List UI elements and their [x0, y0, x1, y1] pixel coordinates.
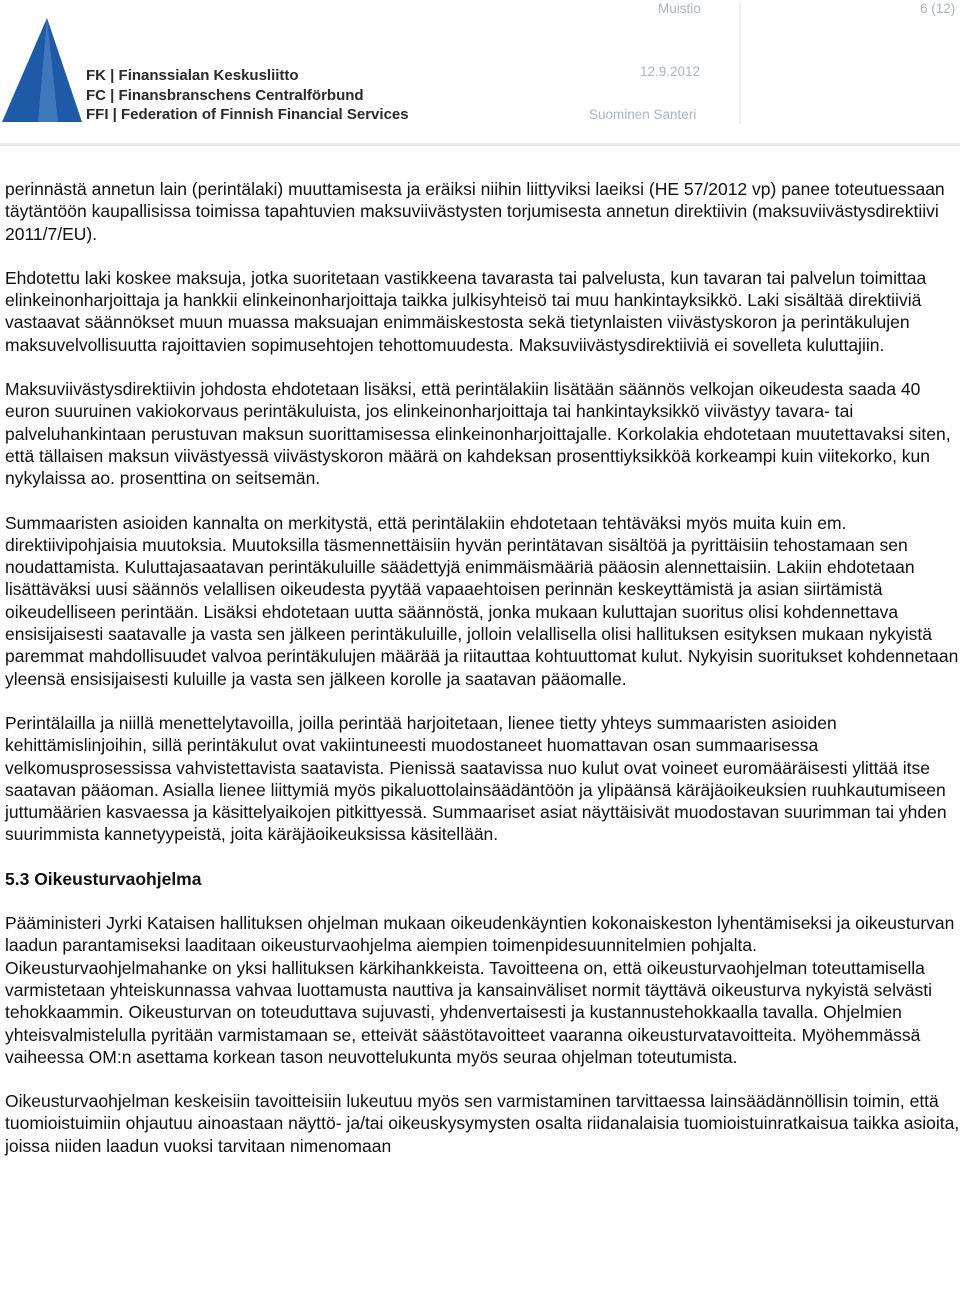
paragraph: Pääministeri Jyrki Kataisen hallituksen ohjelman mukaan oikeudenkäyntien kokonaiskeston lyhentämiseksi ja oikeusturvan laadun parantamiseksi laaditaan oikeusturvaohjelma aiempien toimenpidesuunnitelmien pohjalta. Oikeusturvaohjelmahanke on yksi hallituksen kärkihankkeista. Tavoitteena on, että oikeusturvaohjelman toteuttamisella varmistetaan yhteiskunnassa vahvaa luottamusta nauttiva ja kansainväliset normit täyttävä oikeusturva nykyistä selvästi tehokkaammin. Oikeusturvan on toteuduttava sujuvasti, yhdenvertaisesti ja kustannustehokkaalla tavalla. Ohjelmien yhteisvalmistelulla pyritään varmistamaan se, etteivät säästötavoitteet vaaranna oikeusturvatavoitteita. Myöhemmässä vaiheessa OM:n asettama korkean tason neuvottelukunta myös seuraa ohjelman toteutumista. [5, 913, 955, 1067]
paragraph: Maksuviivästysdirektiivin johdosta ehdotetaan lisäksi, että perintälakiin lisätään säännös velkojan oikeudesta saada 40 euron suuruinen vakiokorvaus perintäkuluista, jos elinkeinonharjoittaja tai hankintayksikkö viivästyy tavara- tai palveluhankintaan perustuvan maksun suorittamisessa elinkeinonharjoittajalle. Korkolakia ehdotetaan muutettavaksi siten, että tällaisen maksun viivästyessä viivästyskoron määrä on kahdeksan prosenttiyksikköä korkeampi kuin viitekorko, kun nykylaissa ao. prosenttina on seitsemän. [5, 379, 951, 489]
paragraph: Ehdotettu laki koskee maksuja, jotka suoritetaan vastikkeena tavarasta tai palvelusta, kun tavaran tai palvelun toimittaa elinkeinonharjoittaja ja hankkii elinkeinonharjoittaja taikka julkisyhteisö tai muu hankintayksikkö. Laki sisältää direktiiviä vastaavat säännökset muun muassa maksuajan enimmäiskestosta sekä tietynlaisten viivästyskoron ja perintäkulujen maksuvelvollisuutta rajoittavien sopimusehtojen tehottomuudesta. Maksuviivästysdirektiiviä ei sovelleta kuluttajiin. [5, 267, 927, 355]
header-divider [739, 2, 741, 124]
header-rule [0, 143, 960, 146]
paragraph: perinnästä annetun lain (perintälaki) muuttamisesta ja eräiksi niihin liittyviksi laeiksi (HE 57/2012 vp) panee toteutuessaan täytäntöön kaupallisissa toimissa tapahtuvien maksuviivästysten torjumisesta annetun direktiivin (maksuviivästysdirektiivi 2011/7/EU). [5, 179, 945, 244]
document-body [5, 178, 960, 1179]
paragraph: Oikeusturvaohjelman keskeisiin tavoitteisiin lukeutuu myös sen varmistaminen tarvittaessa lainsäädännöllisin toimin, että tuomioistuimiin ohjautuu ainoastaan näyttö- ja/tai oikeuskysymysten osalta riidanalaisia tuomioistuinratkaisua taikka asioita, joissa niiden laadun vuoksi tarvitaan nimenomaan [5, 1091, 960, 1156]
logo-line-fk: FK | Finanssialan Keskusliitto [86, 67, 299, 84]
section-heading: 5.3 Oikeusturvaohjelma [5, 868, 202, 889]
document-author: Suominen Santeri [589, 107, 697, 122]
page-number: 6 (12) [920, 1, 956, 16]
document-date: 12.9.2012 [640, 64, 701, 79]
ffi-logo-mark-icon [2, 18, 82, 122]
document-type: Muistio [658, 1, 701, 16]
logo-line-ffi: FFI | Federation of Finnish Financial Services [86, 106, 409, 123]
logo-line-fc: FC | Finansbranschens Centralförbund [86, 86, 364, 104]
paragraph: Perintälailla ja niillä menettelytavoilla, joilla perintää harjoitetaan, lienee tietty yhteys summaaristen asioiden kehittämislinjoihin, sillä perintäkulut ovat vakiintuneesti muodostaneet huomattavan osan summaarisessa velkomusprosessissa vahvistettavista saatavista. Pienissä saatavissa nuo kulut ovat voineet euromääräisesti ylittää itse saatavan pääoman. Asialla lienee liittymiä myös pikaluottolainsäädäntöön ja ylipäänsä käräjäoikeuksien ruuhkautumiseen juttumäärien kasvaessa ja käsittelyaikojen pitkittyessä. Summaariset asiat näyttäisivät muodostavan suurimman tai yhden suurimmista kannetyypeistä, joita käräjäoikeuksissa käsitellään. [5, 712, 947, 845]
organization-logo [0, 0, 409, 140]
logo-text [86, 66, 409, 125]
paragraph: Summaaristen asioiden kannalta on merkitystä, että perintälakiin ehdotetaan tehtäväksi myös muita kuin em. direktiivipohjaisia muutoksia. Muutoksilla täsmennettäisiin hyvän perintätavan sisältöä ja pyrittäisiin tehostamaan sen noudattamista. Kuluttajasaatavan perintäkuluille säädettyjä enimmäismääriä pääosin alennettaisiin. Lakiin ehdotetaan lisättäväksi uusi säännös velallisen oikeudesta pyytää vapaaehtoisen perinnän keskeyttämistä ja asian siirtämistä oikeudelliseen perintään. Lisäksi ehdotetaan uutta säännöstä, jonka mukaan kuluttajan suoritus olisi kohdennettava ensisijaisesti saatavalle ja vasta sen jälkeen perintäkuluille, jolloin velallisella olisi hallituksen esityksen mukaan nykyistä paremmat mahdollisuudet valvoa perintäkulujen määrää ja riitauttaa kohtuuttomat kulut. Nykyisin suoritukset kohdennetaan yleensä ensisijaisesti kuluille ja vasta sen jälkeen korolle ja saatavan pääomalle. [5, 512, 959, 689]
